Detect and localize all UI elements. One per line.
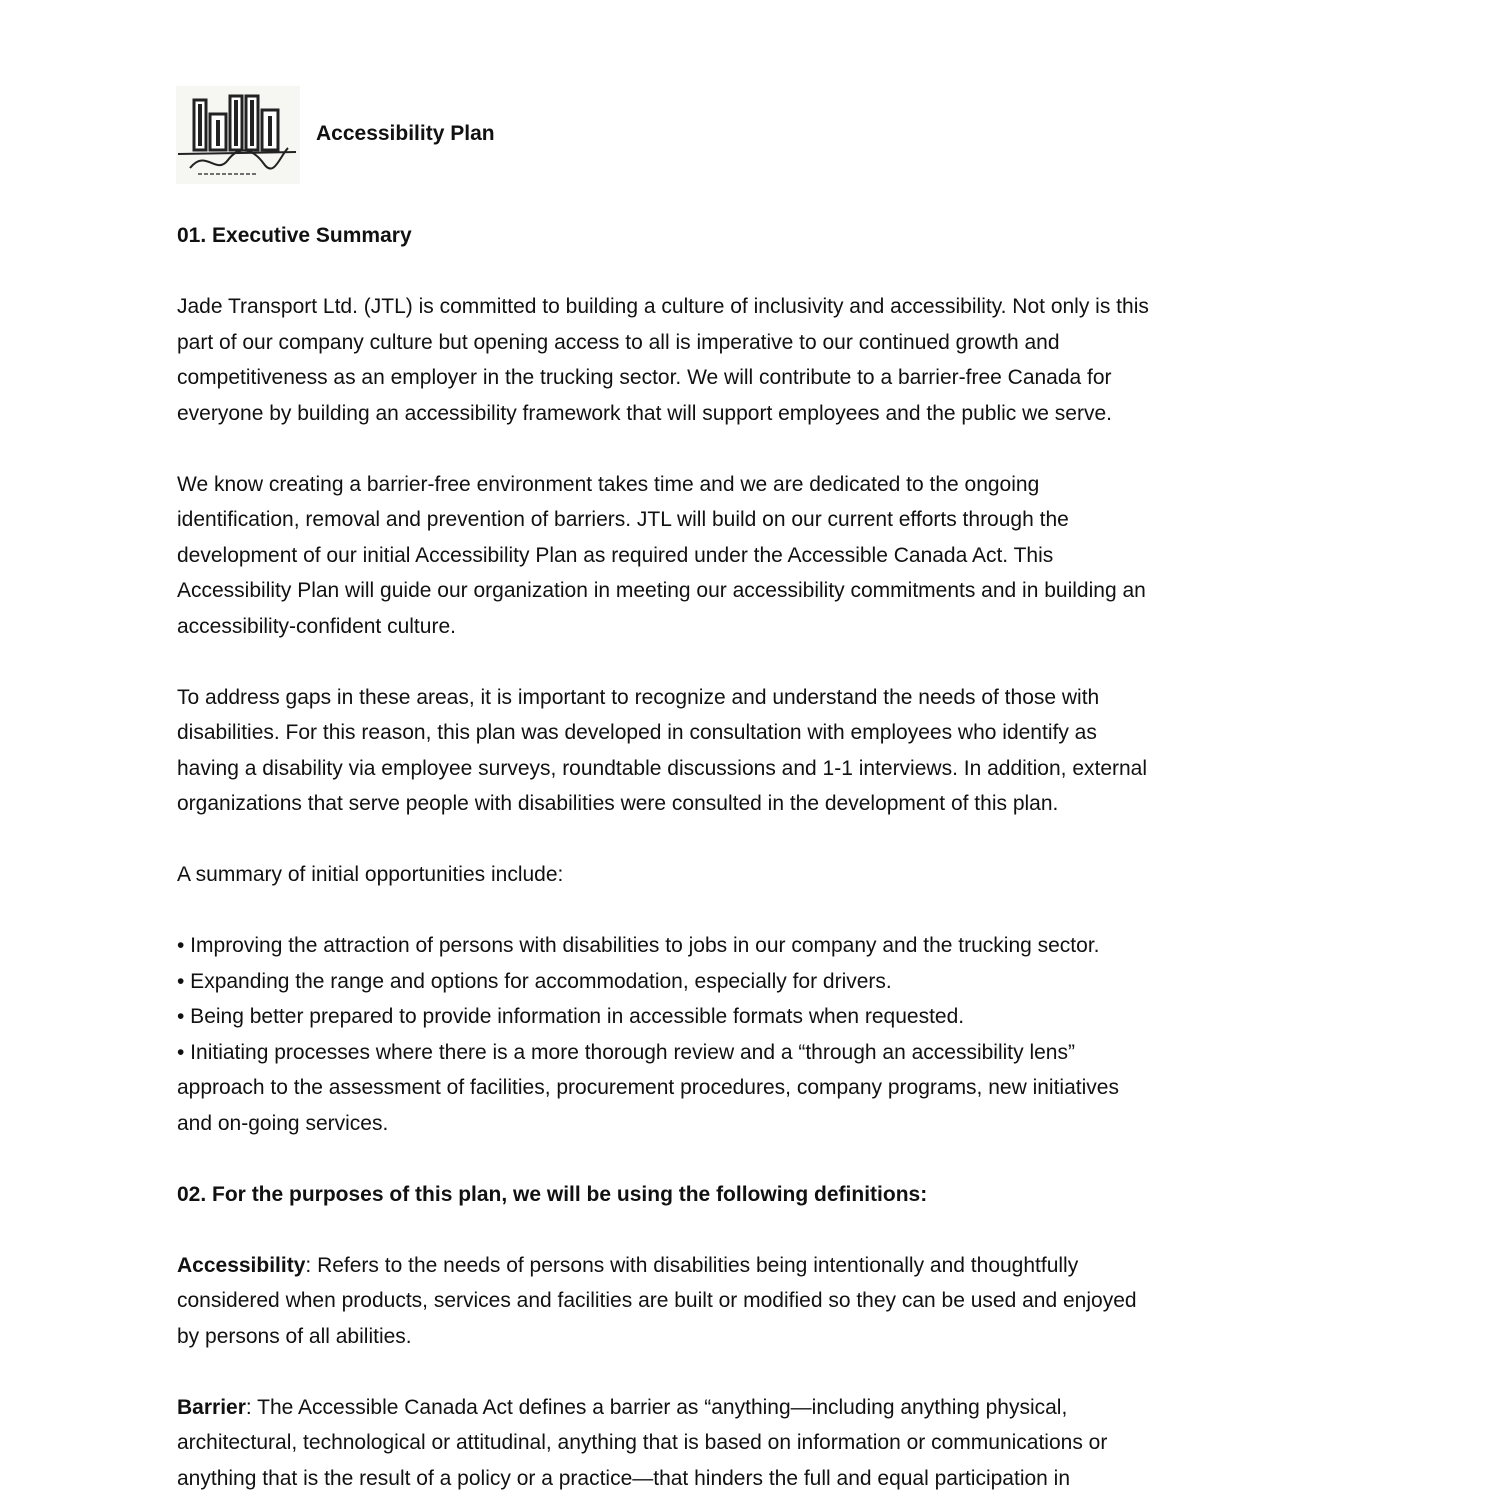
- document-body: [177, 218, 1377, 1496]
- text-line: part of our company culture but opening access to all is imperative to our continued growth and: [177, 330, 1060, 354]
- section-heading: 01. Executive Summary: [177, 224, 412, 247]
- summary-intro: A summary of initial opportunities include:: [177, 863, 564, 886]
- definition-term: Accessibility: [177, 1253, 306, 1277]
- paragraph: [177, 680, 1377, 822]
- text-line: Accessibility Plan will guide our organization in meeting our accessibility commitments and in building an: [177, 579, 1146, 602]
- text-line: anything that is the result of a policy or a practice—that hinders the full and equal participation in: [177, 1466, 1071, 1490]
- definition-text: : Refers to the needs of persons with disabilities being intentionally and thoughtfully: [305, 1253, 1079, 1277]
- paragraph: [177, 289, 1377, 431]
- list-item: • Initiating processes where there is a more thorough review and a “through an accessibility lens”: [177, 1040, 1075, 1064]
- bullet-list: [177, 928, 1377, 1141]
- list-item: • Improving the attraction of persons with disabilities to jobs in our company and the trucking sector.: [177, 934, 1100, 957]
- text-line: To address gaps in these areas, it is important to recognize and understand the needs of those with: [177, 685, 1100, 709]
- text-line: by persons of all abilities.: [177, 1324, 412, 1348]
- list-item-continuation: approach to the assessment of facilities, procurement procedures, company programs, new initiatives: [177, 1076, 1119, 1099]
- definition-term: Barrier: [177, 1395, 246, 1419]
- definition-text: : The Accessible Canada Act defines a barrier as “anything—including anything physical,: [245, 1395, 1068, 1419]
- text-line: organizations that serve people with disabilities were consulted in the development of this plan.: [177, 792, 1059, 815]
- text-line: considered when products, services and facilities are built or modified so they can be used and enjoyed: [177, 1289, 1137, 1312]
- document-title: Accessibility Plan: [316, 122, 495, 145]
- text-line: everyone by building an accessibility framework that will support employees and the public we serve.: [177, 401, 1112, 425]
- paragraph: [177, 467, 1377, 645]
- text-line: architectural, technological or attitudinal, anything that is based on information or communications or: [177, 1431, 1108, 1454]
- list-item: • Expanding the range and options for accommodation, especially for drivers.: [177, 969, 892, 993]
- text-line: identification, removal and prevention of barriers. JTL will build on our current efforts through the: [177, 508, 1069, 531]
- text-line: accessibility-confident culture.: [177, 614, 456, 638]
- definition-barrier: [177, 1390, 1377, 1497]
- text-line: competitiveness as an employer in the trucking sector. We will contribute to a barrier-free Canada for: [177, 366, 1112, 389]
- text-line: development of our initial Accessibility Plan as required under the Accessible Canada Act. This: [177, 543, 1054, 567]
- text-line: disabilities. For this reason, this plan was developed in consultation with employees who identify as: [177, 721, 1097, 744]
- text-line: Jade Transport Ltd. (JTL) is committed to building a culture of inclusivity and accessibility. Not only is this: [177, 295, 1149, 318]
- text-line: having a disability via employee surveys, roundtable discussions and 1-1 interviews. In addition, external: [177, 756, 1148, 780]
- section-heading: 02. For the purposes of this plan, we will be using the following definitions:: [177, 1182, 928, 1206]
- jade-transport-logo: [176, 86, 300, 184]
- text-line: We know creating a barrier-free environment takes time and we are dedicated to the ongoing: [177, 472, 1040, 496]
- list-item-continuation: and on-going services.: [177, 1111, 389, 1135]
- definition-accessibility: [177, 1248, 1377, 1355]
- list-item: • Being better prepared to provide information in accessible formats when requested.: [177, 1005, 965, 1028]
